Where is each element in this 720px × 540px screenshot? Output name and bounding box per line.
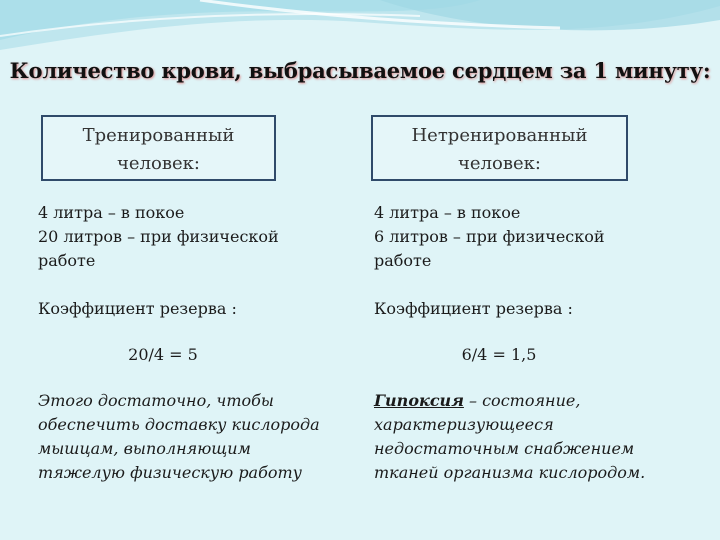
trained-reserve-label: Коэффициент резерва : <box>38 299 237 318</box>
trained-reserve-formula: 20/4 = 5 <box>128 345 198 364</box>
untrained-work-value-line2: работе <box>374 251 432 270</box>
trained-work-value-line2: работе <box>38 251 96 270</box>
hypoxia-note-line: характеризующееся <box>374 415 554 434</box>
trained-output-values <box>38 201 348 273</box>
hypoxia-first-line <box>374 389 704 413</box>
untrained-output-values <box>374 201 704 273</box>
trained-note-line: тяжелую физическую работу <box>38 463 302 482</box>
hypoxia-term: Гипоксия <box>374 391 464 410</box>
untrained-reserve-formula: 6/4 = 1,5 <box>461 345 537 364</box>
trained-note <box>38 389 348 485</box>
hypoxia-definition <box>374 389 704 485</box>
trained-header-line2: человек: <box>117 153 200 174</box>
trained-note-line: мышцам, выполняющим <box>38 439 251 458</box>
untrained-header-line1: Нетренированный <box>411 125 588 146</box>
untrained-work-value-line1: 6 литров – при физической <box>374 227 605 246</box>
trained-work-value-line1: 20 литров – при физической <box>38 227 279 246</box>
untrained-reserve-label: Коэффициент резерва : <box>374 299 573 318</box>
trained-person-header <box>41 115 276 181</box>
trained-header-line1: Тренированный <box>82 125 235 146</box>
trained-note-line: Этого достаточно, чтобы <box>38 391 274 410</box>
untrained-column <box>374 201 704 485</box>
trained-rest-value: 4 литра – в покое <box>38 203 185 222</box>
hypoxia-note-line: недостаточным снабжением <box>374 439 635 458</box>
slide-title: Количество крови, выбрасываемое сердцем за 1 минуту: <box>9 58 711 83</box>
untrained-header-line2: человек: <box>458 153 541 174</box>
untrained-person-header <box>371 115 628 181</box>
hypoxia-note-line: тканей организма кислородом. <box>374 463 646 482</box>
trained-column <box>38 201 348 485</box>
untrained-rest-value: 4 литра – в покое <box>374 203 521 222</box>
trained-note-line: обеспечить доставку кислорода <box>38 415 320 434</box>
hypoxia-term-rest: – состояние, <box>463 391 581 410</box>
